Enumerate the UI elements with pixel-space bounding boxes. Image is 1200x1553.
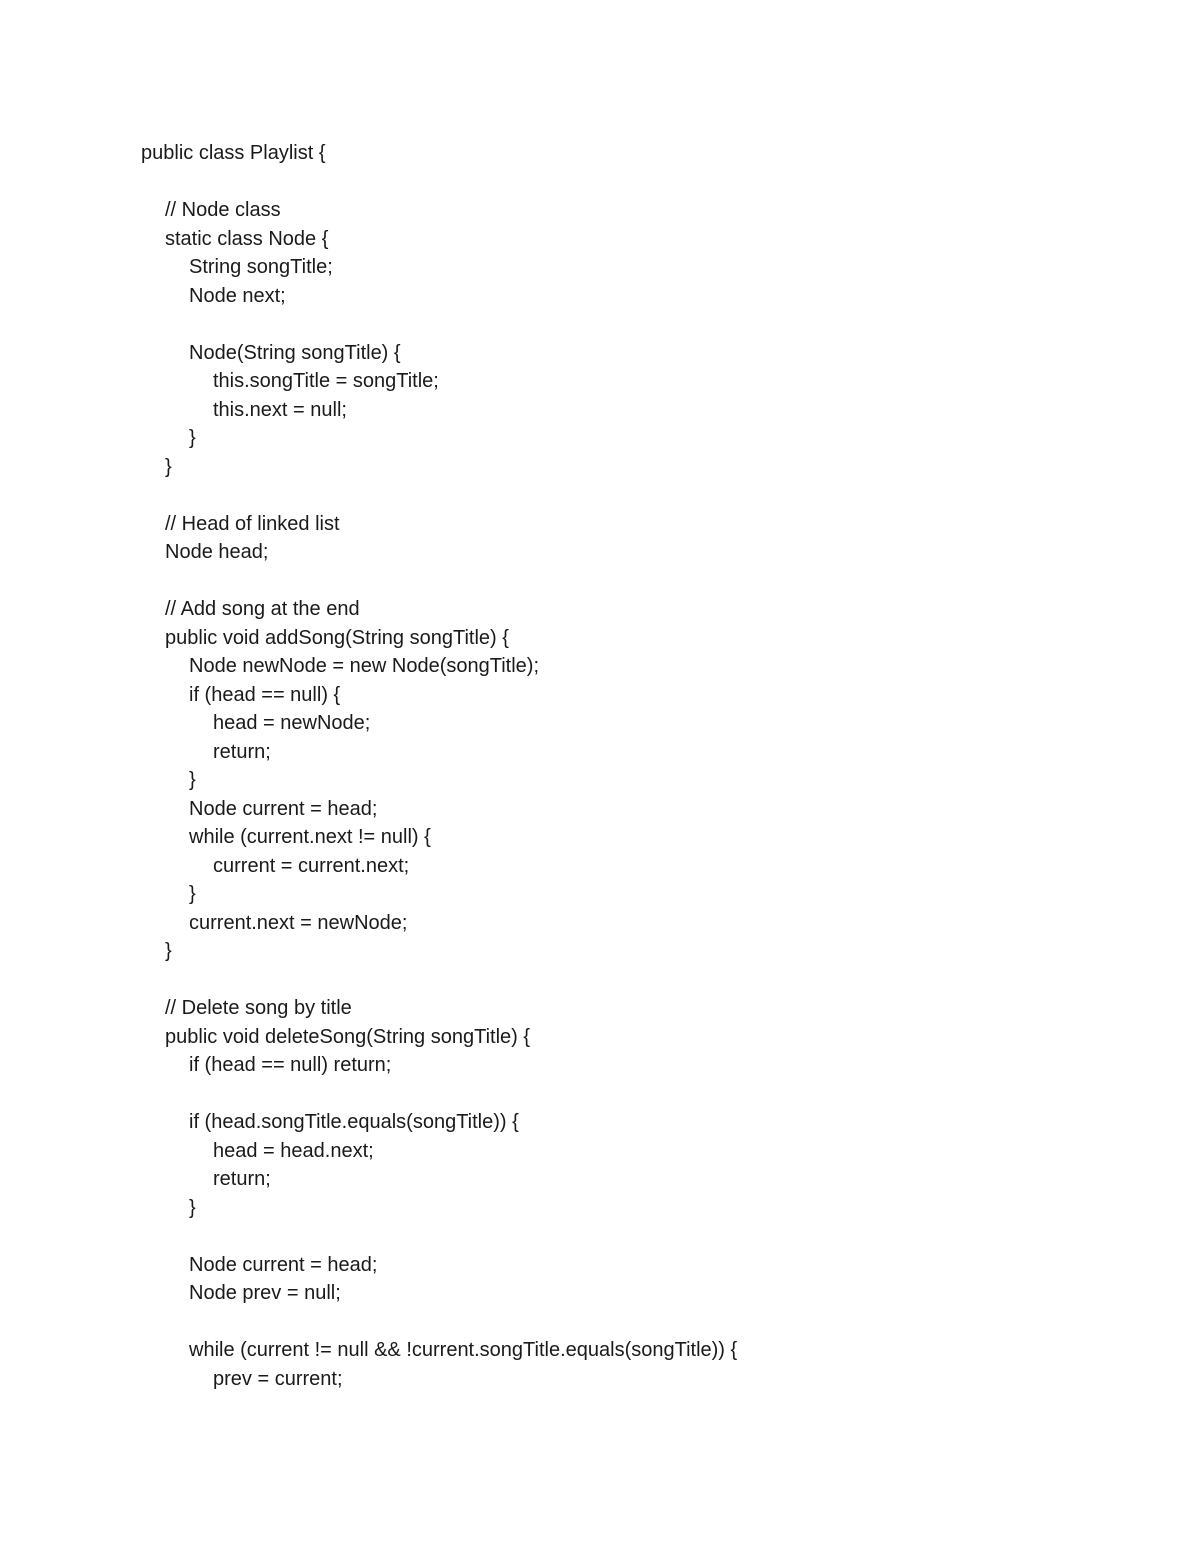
code-line: return; (213, 740, 271, 763)
code-line: Node current = head; (189, 1253, 378, 1276)
code-line: Node prev = null; (189, 1282, 341, 1304)
code-line: this.songTitle = songTitle; (213, 370, 439, 392)
code-line: prev = current; (213, 1367, 343, 1390)
code-line: this.next = null; (213, 398, 347, 421)
blank-line (141, 310, 1141, 339)
code-line: return; (213, 1168, 271, 1190)
code-line: // Head of linked list (165, 512, 340, 535)
code-line: while (current.next != null) { (189, 826, 431, 848)
code-line: static class Node { (165, 227, 329, 250)
code-line: if (head == null) return; (189, 1054, 392, 1076)
code-line: if (head.songTitle.equals(songTitle)) { (189, 1111, 519, 1133)
code-listing (141, 139, 1141, 1393)
code-line: } (165, 940, 172, 962)
code-line: // Add song at the end (165, 598, 360, 620)
blank-line (141, 1080, 1141, 1109)
blank-line (141, 567, 1141, 596)
code-line: while (current != null && !current.songTitle.equals(songTitle)) { (189, 1339, 738, 1361)
code-line: } (165, 455, 172, 478)
code-line: } (189, 427, 196, 449)
blank-line (141, 966, 1141, 995)
code-line: current = current.next; (213, 854, 410, 877)
code-line: head = newNode; (213, 712, 371, 734)
code-line: public void addSong(String songTitle) { (165, 626, 509, 649)
code-line: } (189, 883, 196, 905)
code-line: public class Playlist { (141, 142, 326, 164)
code-line: String songTitle; (189, 256, 333, 278)
code-line: } (189, 1196, 196, 1219)
code-line: public void deleteSong(String songTitle) { (165, 1025, 531, 1048)
code-line: Node head; (165, 541, 269, 563)
code-line: Node current = head; (189, 797, 378, 820)
code-line: Node newNode = new Node(songTitle); (189, 655, 540, 677)
blank-line (141, 481, 1141, 510)
code-line: current.next = newNode; (189, 911, 408, 934)
blank-line (141, 1222, 1141, 1251)
code-line: Node next; (189, 284, 286, 307)
code-line: if (head == null) { (189, 683, 341, 706)
code-line: // Node class (165, 199, 281, 221)
code-line: Node(String songTitle) { (189, 341, 401, 364)
code-line: head = head.next; (213, 1139, 374, 1162)
blank-line (141, 1308, 1141, 1337)
code-line: // Delete song by title (165, 997, 352, 1019)
code-line: } (189, 769, 196, 791)
blank-line (141, 168, 1141, 197)
